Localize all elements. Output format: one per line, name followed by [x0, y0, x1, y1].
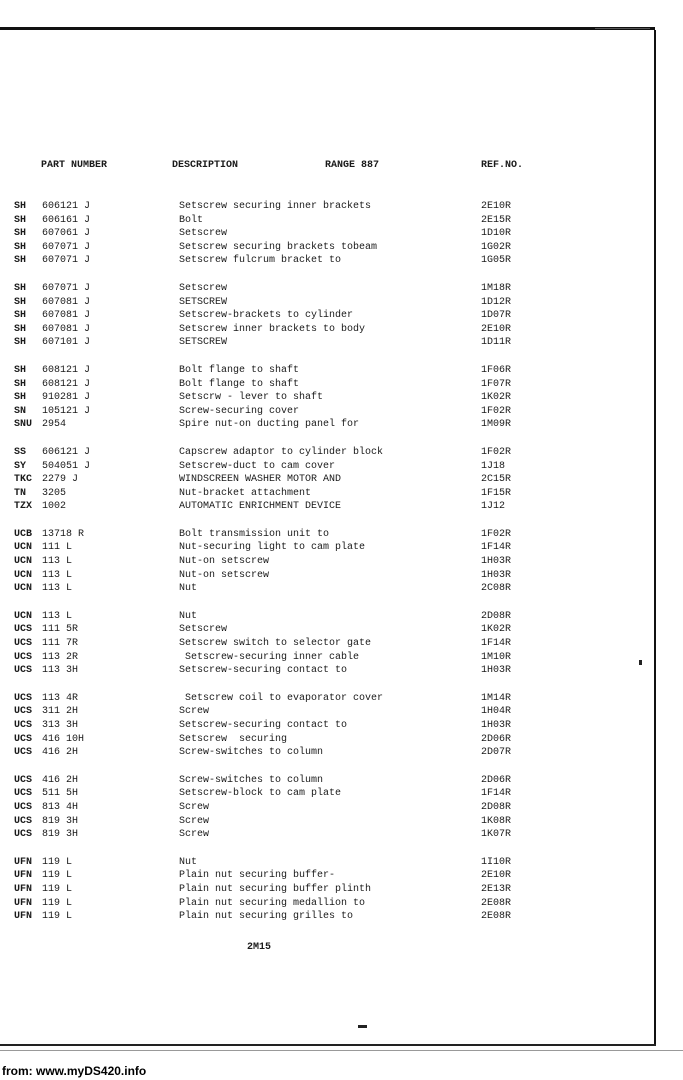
part-ref: 2E10R: [481, 201, 512, 212]
part-description: Screw: [179, 815, 210, 827]
part-prefix: UCS: [14, 692, 33, 704]
part-number: 2279 J: [42, 474, 79, 486]
part-number: 511 5H: [42, 788, 79, 800]
table-row: [0, 623, 683, 637]
part-number: 113 L: [42, 610, 73, 622]
part-prefix: UFN: [14, 870, 33, 882]
part-ref: 1G02R: [481, 241, 512, 253]
part-ref: 1J12: [481, 501, 506, 513]
part-description: Spire nut-on ducting panel for: [179, 419, 360, 431]
part-ref: 1M18R: [481, 282, 512, 294]
top-border-tail: [595, 28, 650, 29]
part-ref: 1F06R: [481, 364, 512, 376]
part-description: Screw: [179, 706, 210, 718]
part-number: 1002: [42, 501, 67, 513]
part-description: Bolt: [179, 214, 204, 226]
part-prefix: SH: [14, 364, 27, 376]
part-prefix: SH: [14, 378, 27, 390]
part-description: Setscrew coil to evaporator cover: [179, 692, 384, 704]
part-description: Nut-on setscrew: [179, 556, 270, 568]
part-prefix: UCS: [14, 829, 33, 841]
part-number: 910281 J: [42, 392, 91, 404]
part-description: SETSCREW: [179, 337, 228, 349]
part-number: 113 2R: [42, 651, 79, 663]
part-prefix: UCN: [14, 542, 33, 554]
part-prefix: SNU: [14, 419, 33, 431]
part-description: Nut-on setscrew: [179, 569, 270, 581]
header-part-number: PART NUMBER: [41, 160, 108, 171]
part-ref: 1K08R: [481, 815, 512, 827]
part-number: 608121 J: [42, 364, 91, 376]
part-number: 607081 J: [42, 323, 91, 335]
table-row: [0, 692, 683, 706]
part-number: 504051 J: [42, 460, 91, 472]
part-ref: 1F14R: [481, 542, 512, 554]
part-ref: 2D07R: [481, 747, 512, 759]
part-ref: 1M09R: [481, 419, 512, 431]
part-description: Setscrew securing inner brackets: [179, 201, 372, 212]
table-row: [0, 254, 683, 268]
table-row: [0, 610, 683, 624]
part-description: Setscrew securing brackets tobeam: [179, 241, 378, 253]
table-row: [0, 801, 683, 815]
table-row: [0, 282, 683, 296]
part-number: 607071 J: [42, 282, 91, 294]
part-ref: 1H03R: [481, 556, 512, 568]
part-ref: 1H03R: [481, 569, 512, 581]
part-description: Nut: [179, 610, 198, 622]
part-number: 13718 R: [42, 528, 85, 540]
part-description: Setscrew-block to cam plate: [179, 788, 342, 800]
part-number: 416 10H: [42, 733, 85, 745]
part-ref: 2D08R: [481, 610, 512, 622]
table-row: [0, 815, 683, 829]
part-description: Screw: [179, 801, 210, 813]
part-ref: 1M10R: [481, 651, 512, 663]
part-ref: 1G05R: [481, 255, 512, 267]
table-row: [0, 323, 683, 337]
table-row: [0, 541, 683, 555]
table-row: [0, 418, 683, 432]
header-range: RANGE 887: [325, 160, 380, 171]
part-prefix: UFN: [14, 883, 33, 895]
part-description: Setscrew-securing contact to: [179, 665, 348, 677]
part-number: 119 L: [42, 883, 73, 895]
part-number: 607081 J: [42, 310, 91, 322]
part-prefix: UCS: [14, 774, 33, 786]
part-description: Screw-switches to column: [179, 747, 324, 759]
part-prefix: TKC: [14, 474, 33, 486]
part-description: Plain nut securing buffer plinth: [179, 883, 372, 895]
part-number: 819 3H: [42, 815, 79, 827]
table-row: [0, 214, 683, 228]
part-prefix: UCS: [14, 665, 33, 677]
part-prefix: UCS: [14, 733, 33, 745]
part-ref: 2E10R: [481, 870, 512, 882]
part-description: Setscrew: [179, 282, 228, 294]
table-row: [0, 378, 683, 392]
part-description: Bolt transmission unit to: [179, 528, 330, 540]
part-prefix: TZX: [14, 501, 33, 513]
part-prefix: UCS: [14, 720, 33, 731]
part-prefix: SH: [14, 241, 27, 253]
part-prefix: UCS: [14, 788, 33, 800]
part-prefix: SH: [14, 228, 27, 240]
part-ref: 1H03R: [481, 720, 512, 731]
part-prefix: UCS: [14, 815, 33, 827]
table-row: [0, 582, 683, 596]
part-ref: 2C08R: [481, 583, 512, 595]
part-number: 311 2H: [42, 706, 79, 718]
part-ref: 1F02R: [481, 528, 512, 540]
part-ref: 1F15R: [481, 487, 512, 499]
table-row: [0, 897, 683, 911]
header-ref-no: REF.NO.: [481, 160, 524, 171]
part-description: Nut-bracket attachment: [179, 487, 312, 499]
table-row: [0, 719, 683, 733]
part-number: 607061 J: [42, 228, 91, 240]
table-row: [0, 227, 683, 241]
table-row: [0, 528, 683, 542]
part-prefix: UCN: [14, 610, 33, 622]
part-ref: 1K02R: [481, 624, 512, 636]
part-prefix: UCS: [14, 638, 33, 650]
part-description: Setscrew securing: [179, 733, 288, 745]
part-ref: 2E10R: [481, 323, 512, 335]
part-number: 119 L: [42, 870, 73, 882]
table-row: [0, 296, 683, 310]
part-number: 608121 J: [42, 378, 91, 390]
table-row: [0, 309, 683, 323]
part-description: Nut: [179, 583, 198, 595]
table-row: [0, 460, 683, 474]
table-row: [0, 500, 683, 514]
part-number: 606121 J: [42, 201, 91, 212]
part-prefix: UCS: [14, 624, 33, 636]
part-ref: 1K02R: [481, 392, 512, 404]
part-ref: 2D08R: [481, 801, 512, 813]
part-description: Setscrew inner brackets to body: [179, 323, 366, 335]
part-prefix: SH: [14, 337, 27, 349]
table-row: [0, 391, 683, 405]
part-number: 119 L: [42, 897, 73, 909]
part-description: Setscrew: [179, 228, 228, 240]
part-ref: 2E15R: [481, 214, 512, 226]
table-row: [0, 555, 683, 569]
bottom-border: [0, 1044, 656, 1046]
part-ref: 1M14R: [481, 692, 512, 704]
part-number: 416 2H: [42, 747, 79, 759]
table-row: [0, 241, 683, 255]
part-ref: 1F07R: [481, 378, 512, 390]
part-ref: 1F02R: [481, 405, 512, 417]
part-ref: 1D10R: [481, 228, 512, 240]
part-description: WINDSCREEN WASHER MOTOR AND: [179, 474, 342, 486]
bottom-rule: [0, 1050, 683, 1051]
part-ref: 2E13R: [481, 883, 512, 895]
part-ref: 1K07R: [481, 829, 512, 841]
table-row: [0, 869, 683, 883]
part-description: AUTOMATIC ENRICHMENT DEVICE: [179, 501, 342, 513]
table-row: [0, 336, 683, 350]
part-prefix: UFN: [14, 856, 33, 868]
part-number: 607071 J: [42, 255, 91, 267]
part-prefix: SH: [14, 255, 27, 267]
part-number: 113 L: [42, 569, 73, 581]
part-number: 113 L: [42, 583, 73, 595]
part-ref: 1J18: [481, 460, 506, 472]
table-row: [0, 828, 683, 842]
part-description: Setscrew-brackets to cylinder: [179, 310, 354, 322]
part-prefix: SN: [14, 405, 27, 417]
part-description: Setscrew: [179, 624, 228, 636]
part-description: Bolt flange to shaft: [179, 364, 300, 376]
part-number: 105121 J: [42, 405, 91, 417]
part-number: 819 3H: [42, 829, 79, 841]
part-prefix: SH: [14, 214, 27, 226]
table-row: [0, 733, 683, 747]
part-prefix: SS: [14, 446, 27, 458]
source-footer: from: www.myDS420.info: [2, 1064, 147, 1078]
part-description: Setscrew-securing inner cable: [179, 651, 360, 663]
part-description: Setscrew fulcrum bracket to: [179, 255, 342, 267]
part-prefix: UFN: [14, 897, 33, 909]
part-prefix: UCS: [14, 706, 33, 718]
table-row: [0, 637, 683, 651]
part-prefix: SH: [14, 282, 27, 294]
part-description: Capscrew adaptor to cylinder block: [179, 446, 384, 458]
part-description: Screw: [179, 829, 210, 841]
part-prefix: UCB: [14, 528, 33, 540]
part-description: Plain nut securing medallion to: [179, 897, 366, 909]
part-ref: 2D06R: [481, 774, 512, 786]
part-description: Nut-securing light to cam plate: [179, 542, 366, 554]
part-description: Plain nut securing buffer-: [179, 870, 336, 882]
table-row: [0, 200, 683, 214]
part-number: 113 L: [42, 556, 73, 568]
part-ref: 1D12R: [481, 296, 512, 308]
table-row: [0, 569, 683, 583]
part-prefix: UCN: [14, 583, 33, 595]
part-prefix: UCS: [14, 651, 33, 663]
page-number: 2M15: [247, 942, 272, 953]
table-row: [0, 883, 683, 897]
part-ref: 2E08R: [481, 911, 512, 923]
part-number: 606161 J: [42, 214, 91, 226]
table-row: [0, 746, 683, 760]
part-prefix: UFN: [14, 911, 33, 923]
table-row: [0, 705, 683, 719]
part-number: 113 3H: [42, 665, 79, 677]
table-row: [0, 405, 683, 419]
part-prefix: SH: [14, 201, 27, 212]
part-number: 813 4H: [42, 801, 79, 813]
part-prefix: SH: [14, 310, 27, 322]
part-prefix: TN: [14, 487, 27, 499]
part-number: 606121 J: [42, 446, 91, 458]
part-description: Setscrew-securing contact to: [179, 720, 348, 731]
part-description: Bolt flange to shaft: [179, 378, 300, 390]
part-description: Setscrew-duct to cam cover: [179, 460, 336, 472]
part-prefix: UCS: [14, 747, 33, 759]
part-description: Nut: [179, 856, 198, 868]
part-number: 607081 J: [42, 296, 91, 308]
part-number: 111 L: [42, 542, 73, 554]
table-row: [0, 651, 683, 665]
table-row: [0, 774, 683, 788]
part-number: 313 3H: [42, 720, 79, 731]
part-number: 416 2H: [42, 774, 79, 786]
part-ref: 1F14R: [481, 638, 512, 650]
parts-table: [0, 200, 683, 924]
part-number: 119 L: [42, 856, 73, 868]
part-description: Screw-switches to column: [179, 774, 324, 786]
table-row: [0, 473, 683, 487]
part-prefix: SH: [14, 296, 27, 308]
part-number: 119 L: [42, 911, 73, 923]
part-description: Setscrew switch to selector gate: [179, 638, 372, 650]
part-description: Screw-securing cover: [179, 405, 300, 417]
top-border: [0, 27, 655, 30]
table-row: [0, 446, 683, 460]
table-row: [0, 856, 683, 870]
part-prefix: UCN: [14, 569, 33, 581]
part-ref: 2C15R: [481, 474, 512, 486]
part-number: 113 4R: [42, 692, 79, 704]
table-row: [0, 664, 683, 678]
part-ref: 1F02R: [481, 446, 512, 458]
part-number: 111 5R: [42, 624, 79, 636]
part-prefix: SH: [14, 323, 27, 335]
table-row: [0, 787, 683, 801]
part-ref: 1H04R: [481, 706, 512, 718]
part-ref: 2E08R: [481, 897, 512, 909]
part-description: Plain nut securing grilles to: [179, 911, 354, 923]
part-ref: 1D07R: [481, 310, 512, 322]
table-row: [0, 487, 683, 501]
part-ref: 1I10R: [481, 856, 512, 868]
part-prefix: SY: [14, 460, 27, 472]
part-number: 607071 J: [42, 241, 91, 253]
part-ref: 1D11R: [481, 337, 512, 349]
part-ref: 2D06R: [481, 733, 512, 745]
part-description: Setscrw - lever to shaft: [179, 392, 324, 404]
part-prefix: UCN: [14, 556, 33, 568]
scan-speck: [358, 1025, 367, 1028]
part-ref: 1H03R: [481, 665, 512, 677]
table-row: [0, 910, 683, 924]
part-description: SETSCREW: [179, 296, 228, 308]
table-row: [0, 364, 683, 378]
part-prefix: SH: [14, 392, 27, 404]
part-ref: 1F14R: [481, 788, 512, 800]
header-description: DESCRIPTION: [172, 160, 239, 171]
part-number: 2954: [42, 419, 67, 431]
column-header: [0, 160, 683, 176]
part-number: 111 7R: [42, 638, 79, 650]
part-prefix: UCS: [14, 801, 33, 813]
part-number: 607101 J: [42, 337, 91, 349]
part-number: 3205: [42, 487, 67, 499]
